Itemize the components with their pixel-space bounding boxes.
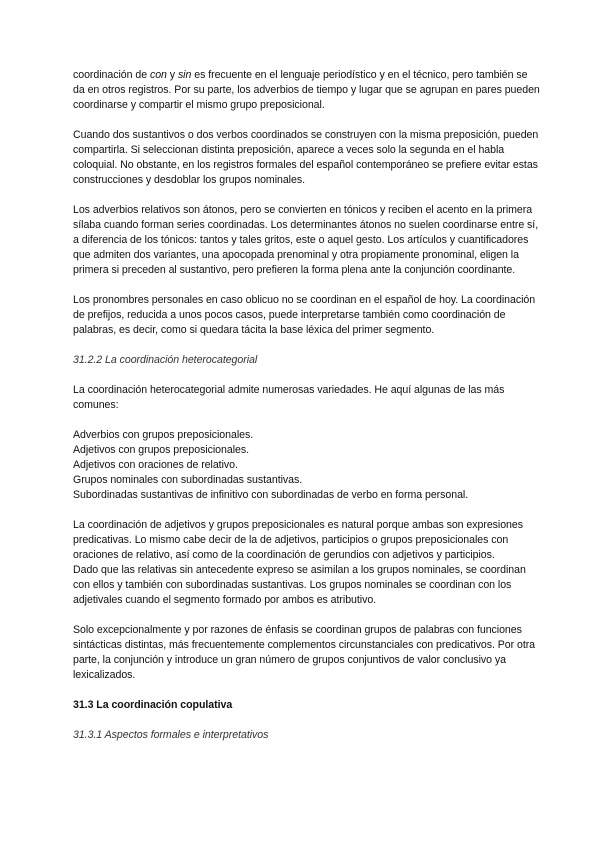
list-item: Adjetivos con oraciones de relativo. bbox=[73, 459, 238, 471]
paragraph-1-italic-con: con bbox=[149, 69, 167, 81]
paragraph-4: Los pronombres personales en caso oblicuo no se coordinan en el español de hoy. La coordinación de prefijos, reducida a unos pocos casos, puede interpretarse también como coordinación de palabras, es decir, como si quedara tácita la base léxica del primer segmento. bbox=[73, 294, 536, 336]
paragraph-1-text-c: es frecuente en el lenguaje periodístico y en el técnico, pero también se da en otros registros. Por su parte, los adverbios de tiempo y lugar que se agrupan en pares pueden coordinarse y compartir el mismo grupo preposicional. bbox=[73, 69, 540, 111]
paragraph-1-text-a: coordinación de bbox=[73, 69, 150, 81]
paragraph-6: La coordinación de adjetivos y grupos preposicionales es natural porque ambas son expresiones predicativas. Lo mismo cabe decir de la de adjetivos, participios o grupos preposicionales con oraciones de relativo, así como de la coordinación de gerundios con adjetivos y participios. bbox=[73, 519, 523, 561]
paragraph-3: Los adverbios relativos son átonos, pero se convierten en tónicos y reciben el acento en la primera sílaba cuando forman series coordinadas. Los determinantes átonos no suelen coordinarse entre sí, a diferencia de los tónicos: tantos y tales gritos, este o aquel gesto. Los artículos y cuantificadores que admiten dos variantes, una apocopada prenominal y otra propiamente pronominal, eligen la primera si preceden al sustantivo, pero prefieren la forma plena ante la conjunción coordinante. bbox=[73, 204, 539, 276]
paragraph-2: Cuando dos sustantivos o dos verbos coordinados se construyen con la misma preposición, pueden compartirla. Si seleccionan distinta preposición, aparece a veces solo la segunda en el habla coloquial. No obstante, en los registros formales del español contemporáneo se prefiere evitar estas construcciones y desdoblar los grupos nominales. bbox=[73, 129, 539, 186]
list-item: Subordinadas sustantivas de infinitivo con subordinadas de verbo en forma personal. bbox=[73, 489, 469, 501]
paragraph-1 bbox=[73, 68, 540, 113]
paragraph-7: Dado que las relativas sin antecedente expreso se asimilan a los grupos nominales, se coordinan con ellos y también con subordinadas sustantivas. Los grupos nominales se coordinan con los adjetivales cuando el segmento formado por ambos es atributivo. bbox=[73, 564, 526, 606]
heading-31-3: 31.3 La coordinación copulativa bbox=[73, 699, 233, 711]
paragraph-8: Solo excepcionalmente y por razones de énfasis se coordinan grupos de palabras con funciones sintácticas distintas, más frecuentemente complementos circunstanciales con predicativos. Por otra parte, la conjunción y introduce un gran número de grupos conjuntivos de valor conclusivo ya lexicalizados. bbox=[73, 624, 536, 681]
list-item: Grupos nominales con subordinadas sustantivas. bbox=[73, 474, 303, 486]
list-item: Adverbios con grupos preposicionales. bbox=[73, 429, 254, 441]
paragraph-1-text-b: y bbox=[166, 69, 178, 81]
paragraph-5: La coordinación heterocategorial admite numerosas variedades. He aquí algunas de las más comunes: bbox=[73, 384, 505, 411]
heading-31-3-1: 31.3.1 Aspectos formales e interpretativos bbox=[73, 729, 269, 741]
paragraph-1-italic-sin: sin bbox=[177, 69, 192, 81]
list-item: Adjetivos con grupos preposicionales. bbox=[73, 444, 249, 456]
coordination-list bbox=[73, 428, 540, 503]
heading-31-2-2: 31.2.2 La coordinación heterocategorial bbox=[73, 354, 258, 366]
